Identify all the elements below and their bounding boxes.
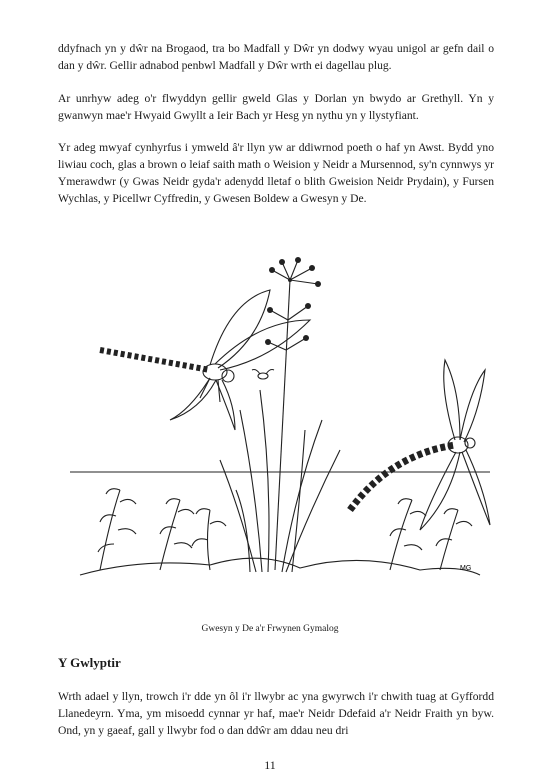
body-paragraph-1: ddyfnach yn y dŵr na Brogaod, tra bo Madfall y Dŵr yn dodwy wyau unigol ar gefn dail o dan y dŵr. Gellir adnabod penbwl Madfall y Dŵr wrth ei dagellau plug. [58,42,494,72]
left-dragonfly [100,290,310,430]
artist-signature: MG [460,565,472,572]
section-paragraph: Wrth adael y llyn, trowch i'r dde yn ôl i'r llwybr ac yna gwyrwch i'r chwith tuag at Gyffordd Llanedeyrn. Yma, ym misoedd cynnar yr haf, mae'r Neidr Ddefaid a'r Neidr Fraith yn byw. Ond, yn y gaeaf, gall y llwybr fod o dan ddŵr am ddau neu dri [58,690,494,737]
rush-flower-heads [265,257,321,345]
body-paragraph-3: Yr adeg mwyaf cynhyrfus i ymweld â'r llyn yw ar ddiwrnod poeth o haf yn Awst. Bydd yno liwiau coch, glas a brown o leiaf saith math o Weision y Neidr a Mursennod, sy'n cynnwys yr Ymerawdwr (y Gwas Neidr gyda'r adenydd lletaf o blith Gweision Neidr Prydain), y Fursen Wychlas, y Picellwr Cyffredin, y Gwesen Boldew a Gwesyn y De. [58,141,494,205]
body-paragraph-2: Ar unrhyw adeg o'r flwyddyn gellir gweld Glas y Dorlan yn bwydo ar Grethyll. Yn y gwanwyn mae'r Hwyaid Gwyllt a Ieir Bach yr Hesg yn nythu yn y llystyfiant. [58,92,494,122]
ground-line [80,558,480,575]
dragonfly-rush-illustration [60,240,500,610]
right-dragonfly [350,360,490,530]
right-pondweed [390,499,472,570]
small-insect [252,370,274,380]
left-pondweed [98,489,226,570]
page-number: 11 [264,758,276,772]
rush-stems [220,260,340,572]
section-heading: Y Gwlyptir [58,655,121,670]
figure-caption: Gwesyn y De a'r Frwynen Gymalog [201,624,339,634]
pond-drawing [60,240,500,610]
